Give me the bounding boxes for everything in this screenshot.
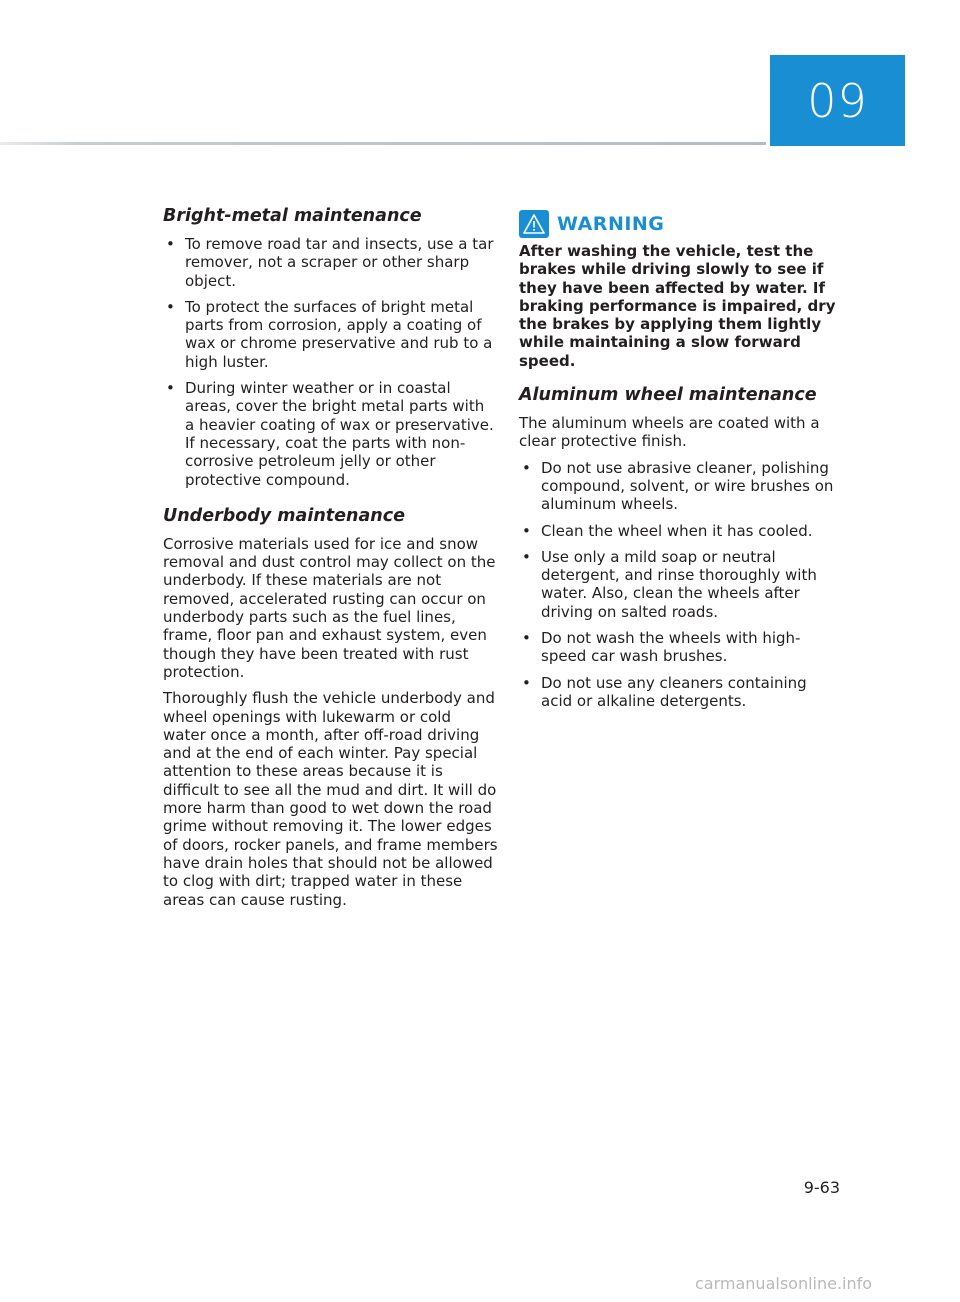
- left-column: [163, 205, 498, 917]
- list-item: • Do not use any cleaners containing acid or alkaline detergents.: [522, 673, 807, 710]
- bright-metal-list: [163, 235, 498, 489]
- header-rule: [0, 142, 766, 145]
- underbody-heading: Underbody maintenance: [163, 505, 405, 526]
- list-item: • Use only a mild soap or neutral detergent, and rinse thoroughly with water. Also, clean the wheels after driving on salted roads.: [522, 547, 817, 621]
- warning-triangle-icon: [519, 210, 549, 238]
- right-column: [519, 210, 839, 718]
- chapter-tab: [770, 55, 905, 146]
- aluminum-intro: The aluminum wheels are coated with a clear protective finish.: [519, 414, 820, 451]
- warning-title: WARNING: [557, 213, 665, 235]
- warning-text: After washing the vehicle, test the brakes while driving slowly to see if they have been affected by water. If braking performance is impaired, dry the brakes by applying them lightly while maintaining a slow forward speed.: [519, 242, 836, 370]
- underbody-paragraph: Corrosive materials used for ice and snow removal and dust control may collect on the underbody. If these materials are not removed, accelerated rusting can occur on underbody parts such as the fuel lines, frame, floor pan and exhaust system, even though they have been treated with rust protection.: [163, 534, 496, 681]
- warning-header: [519, 210, 839, 238]
- list-item: • Do not use abrasive cleaner, polishing compound, solvent, or wire brushes on aluminum wheels.: [522, 458, 834, 514]
- underbody-paragraph: Thoroughly flush the vehicle underbody and wheel openings with lukewarm or cold water once a month, after off-road driving and at the end of each winter. Pay special attention to these areas because it is difficult to see all the mud and dirt. It will do more harm than good to wet down the road grime without removing it. The lower edges of doors, rocker panels, and frame members have drain holes that should not be allowed to clog with dirt; trapped water in these areas can cause rusting.: [163, 689, 498, 909]
- bright-metal-heading: Bright-metal maintenance: [163, 206, 422, 226]
- list-item: • Do not wash the wheels with high-speed car wash brushes.: [522, 629, 801, 666]
- list-item: • To remove road tar and insects, use a tar remover, not a scraper or other sharp object.: [166, 235, 494, 290]
- page-number: 9-63: [803, 1178, 840, 1197]
- aluminum-wheel-heading: Aluminum wheel maintenance: [519, 385, 817, 406]
- list-item: • Clean the wheel when it has cooled.: [522, 521, 813, 540]
- chapter-number: 09: [807, 73, 868, 128]
- list-item: • To protect the surfaces of bright metal parts from corrosion, apply a coating of wax or chrome preservative and rub to a high luster.: [166, 297, 493, 371]
- watermark: carmanualsonline.info: [695, 1274, 873, 1293]
- aluminum-list: [519, 459, 839, 711]
- list-item: • During winter weather or in coastal areas, cover the bright metal parts with a heavier coating of wax or preservative. If necessary, coat the parts with non-corrosive petroleum jelly or other protective compound.: [166, 379, 494, 489]
